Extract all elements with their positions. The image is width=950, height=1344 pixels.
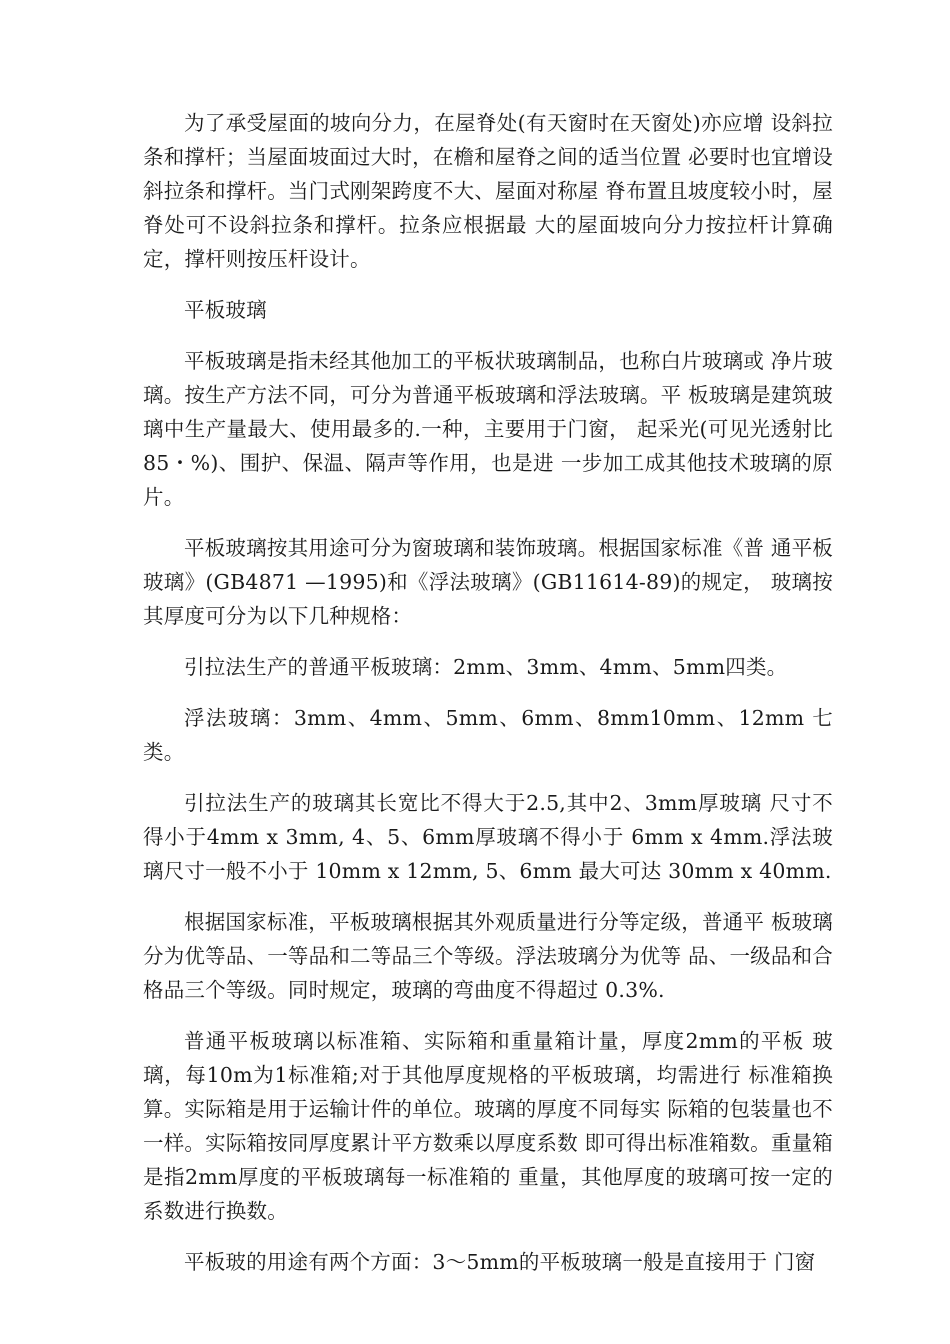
paragraph-roof-bracing: 为了承受屋面的坡向分力，在屋脊处(有天窗时在天窗处)亦应增 设斜拉条和撑杆；当屋面坡面过大时，在檐和屋脊之间的适当位置 必要时也宜增设斜拉条和撑杆。当门式刚架跨度不大、屋面对称屋 脊布置且坡度较小时，屋脊处可不设斜拉条和撑杆。拉条应根据最 大的屋面坡向分力按拉杆计算确定，撑杆则按压杆设计。	[143, 111, 833, 271]
section-heading-flat-glass: 平板玻璃	[184, 298, 267, 322]
paragraph-flat-glass-definition: 平板玻璃是指未经其他加工的平板状玻璃制品，也称白片玻璃或 净片玻璃。按生产方法不同，可分为普通平板玻璃和浮法玻璃。平 板玻璃是建筑玻璃中生产量最大、使用最多的.一种，主要用于门窗， 起采光(可见光透射比85・%)、围护、保温、隔声等作用，也是进 一步加工成其他技术玻璃的原片。	[143, 349, 833, 509]
paragraph-drawn-glass-types: 引拉法生产的普通平板玻璃：2mm、3mm、4mm、5mm四类。	[184, 655, 788, 679]
paragraph-glass-standards: 平板玻璃按其用途可分为窗玻璃和装饰玻璃。根据国家标准《普 通平板玻璃》(GB4871 —1995)和《浮法玻璃》(GB11614-89)的规定， 玻璃按其厚度可分为以下几种规格：	[143, 536, 833, 628]
paragraph-glass-measurement-units: 普通平板玻璃以标准箱、实际箱和重量箱计量，厚度2mm的平板 玻璃，每10m为1标准箱;对于其他厚度规格的平板玻璃，均需进行 标准箱换算。实际箱是用于运输计件的单位。玻璃的厚度不同每实 际箱的包装量也不一样。实际箱按同厚度累计平方数乘以厚度系数 即可得出标准箱数。重量箱是指2mm厚度的平板玻璃每一标准箱的 重量，其他厚度的玻璃可按一定的系数进行换数。	[143, 1029, 833, 1223]
paragraph-glass-dimensions: 引拉法生产的玻璃其长宽比不得大于2.5,其中2、3mm厚玻璃 尺寸不得小于4mm x 3mm, 4、5、6mm厚玻璃不得小于 6mm x 4mm.浮法玻璃尺寸一般不小于 10mm x 12mm, 5、6mm 最大可达 30mm x 40mm.	[143, 791, 833, 883]
paragraph-glass-usage: 平板玻的用途有两个方面：3〜5mm的平板玻璃一般是直接用于 门窗	[184, 1250, 816, 1274]
paragraph-glass-grading: 根据国家标准，平板玻璃根据其外观质量进行分等定级，普通平 板玻璃分为优等品、一等品和二等品三个等级。浮法玻璃分为优等 品、一级品和合格品三个等级。同时规定，玻璃的弯曲度不得超过 0.3%.	[143, 910, 833, 1002]
document-body	[143, 106, 833, 1296]
paragraph-float-glass-types: 浮法玻璃：3mm、4mm、5mm、6mm、8mm10mm、12mm 七类。	[143, 706, 833, 764]
